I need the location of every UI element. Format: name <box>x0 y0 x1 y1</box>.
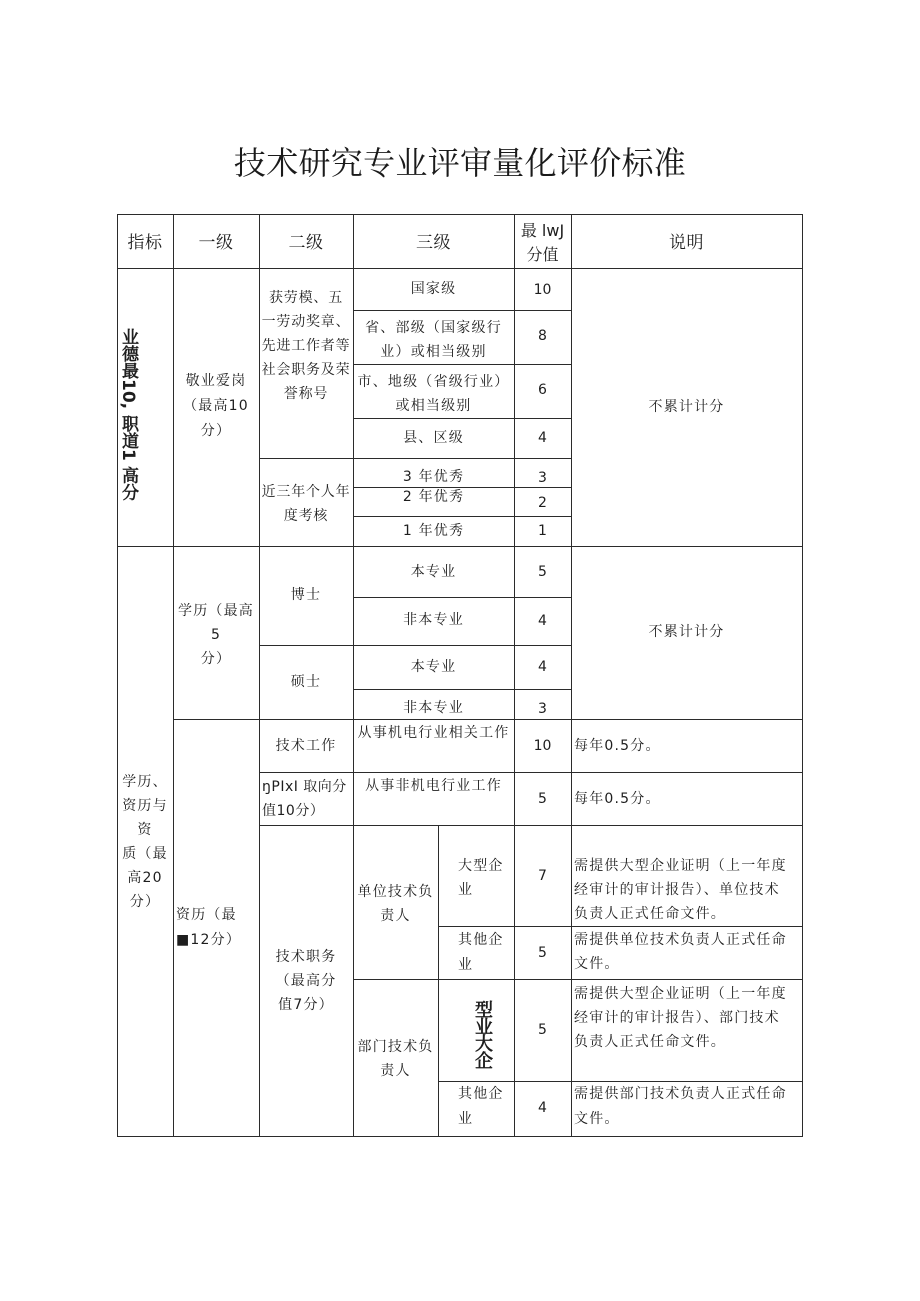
company-type: 型业大企 <box>472 1000 493 1068</box>
appraisal-level3: 1 年优秀 <box>402 523 465 539</box>
document-title: 技术研究专业评审量化评价标准 <box>233 144 687 182</box>
dept-head-label <box>353 1035 438 1083</box>
honors-level3-national <box>353 277 514 301</box>
table-rule-h <box>353 516 572 517</box>
ethics-level1 <box>173 369 259 444</box>
company-type-line: 大型企 <box>458 858 504 874</box>
dept-head-label-line: 部门技术负 <box>357 1039 434 1055</box>
level3-line: 市、地级（省级行业） <box>357 374 510 390</box>
header-max-score-line: 分值 <box>526 245 559 264</box>
level3-line: 业）或相当级别 <box>380 344 487 360</box>
seniority-level1-line: 资历（最 <box>176 907 237 923</box>
education-level3: 非本专业 <box>403 700 464 716</box>
honors-level2-line: 誉称号 <box>283 386 329 402</box>
table-rule-h <box>117 214 803 215</box>
qualification-indicator <box>117 770 173 914</box>
work-level3: 从事机电行业相关工作 <box>357 725 510 741</box>
honors-level2-line: 一劳动奖章、 <box>261 314 351 330</box>
header-level3: 三级 <box>416 233 451 253</box>
education-level3: 非本专业 <box>403 612 464 628</box>
work-other-level2-line: ŋPIxI 取向分 <box>262 779 347 795</box>
qualification-indicator-line: 学历、 <box>122 774 168 790</box>
level3-line: 省、部级（国家级行 <box>365 320 502 336</box>
requirement-note <box>571 854 802 926</box>
requirement-note <box>571 982 802 1054</box>
company-type-line: 业 <box>458 882 474 898</box>
requirement-note-line: 负责人正式任命文件。 <box>574 906 726 922</box>
company-type-line: 业 <box>458 1111 474 1127</box>
table-rule-h <box>117 1136 803 1137</box>
header-max-score <box>514 219 571 267</box>
table-rule-v <box>802 214 803 1137</box>
appraisal-level3: 3 年优秀 <box>402 469 465 485</box>
score-cell: 5 <box>538 945 547 961</box>
unit-head-label-line: 责人 <box>380 908 411 924</box>
table-rule-h <box>117 268 803 269</box>
table-rule-h <box>259 458 572 459</box>
education-level1-line: 分） <box>200 651 232 667</box>
position-level2-line: （最高分 <box>275 973 337 989</box>
score-cell: 3 <box>538 470 547 486</box>
table-rule-h <box>353 418 572 419</box>
work-other-level2 <box>259 775 353 823</box>
qualification-indicator-line: 质（最 <box>122 846 168 862</box>
score-cell: 4 <box>538 430 547 446</box>
score-cell: 10 <box>533 282 552 298</box>
table-rule-h <box>353 597 572 598</box>
dept-head-label-line: 责人 <box>380 1063 411 1079</box>
score-cell: 2 <box>538 495 547 511</box>
unit-head-label <box>353 880 438 928</box>
company-type-line: 业 <box>458 957 474 973</box>
education-level1-line: 学历（最高 <box>178 603 254 619</box>
table-rule-h <box>259 772 803 773</box>
qualification-indicator-line: 资历与 <box>122 798 168 814</box>
score-cell: 4 <box>538 1100 547 1116</box>
honors-level2-line: 获劳模、五 <box>269 290 343 306</box>
appraisal-level2 <box>259 480 353 528</box>
requirement-note-line: 文件。 <box>574 956 620 972</box>
table-rule-h <box>353 310 572 311</box>
table-rule-h <box>353 689 572 690</box>
education-level1-line: 5 <box>210 627 222 643</box>
score-cell: 6 <box>538 382 547 398</box>
level3-line: 国家级 <box>410 281 457 297</box>
requirement-note-line: 需提供部门技术负责人正式任命 <box>574 1086 787 1102</box>
header-level2: 二级 <box>288 233 324 253</box>
level3-line: 县、区级 <box>403 430 464 446</box>
work-other-note: 每年0.5分。 <box>574 791 661 807</box>
score-cell: 8 <box>538 328 547 344</box>
score-cell: 4 <box>538 659 547 675</box>
master-level2: 硕士 <box>290 674 322 690</box>
requirement-note-line: 需提供大型企业证明（上一年度 <box>574 986 787 1002</box>
table-rule-h <box>438 926 803 927</box>
honors-level3-district <box>353 426 514 450</box>
table-rule-h <box>117 546 803 547</box>
qualification-indicator-line: 资 <box>137 822 153 838</box>
requirement-note-line: 需提供大型企业证明（上一年度 <box>574 858 787 874</box>
score-cell: 5 <box>538 791 547 807</box>
honors-level2-line: 先进工作者等 <box>261 338 351 354</box>
requirement-note-line: 经审计的审计报告）、单位技术 <box>574 882 780 898</box>
company-type <box>438 928 514 978</box>
honors-level3-municipal <box>353 370 514 418</box>
unit-head-label-line: 单位技术负 <box>357 884 434 900</box>
ethics-level1-line: 分） <box>200 423 232 439</box>
doctor-level2: 博士 <box>290 587 322 603</box>
seniority-level1-line: ■12分） <box>176 932 242 948</box>
education-level3: 本专业 <box>410 659 457 675</box>
honors-level2-line: 社会职务及荣 <box>261 362 351 378</box>
level3-line: 或相当级别 <box>395 398 472 414</box>
education-level3: 本专业 <box>410 564 457 580</box>
company-type-line: 其他企 <box>458 1086 504 1102</box>
header-note: 说明 <box>669 233 704 253</box>
honors-level3-provincial <box>353 316 514 364</box>
work-other-level3: 从事非机电行业工作 <box>365 778 502 794</box>
table-rule-v <box>173 214 174 1137</box>
education-note: 不累计计分 <box>648 624 725 640</box>
position-level2-line: 值7分） <box>278 997 334 1013</box>
table-rule-h <box>259 825 803 826</box>
ethics-level1-line: （最高10 <box>183 398 249 414</box>
ethics-note: 不累计计分 <box>648 399 725 415</box>
company-type <box>438 854 514 902</box>
score-cell: 1 <box>538 523 547 539</box>
table-rule-h <box>259 645 572 646</box>
honors-level2 <box>259 286 353 406</box>
work-note: 每年0.5分。 <box>574 738 661 754</box>
header-max-score-line: 最 lwJ <box>520 221 565 240</box>
score-cell: 5 <box>538 1022 547 1038</box>
score-cell: 10 <box>533 738 552 754</box>
score-cell: 5 <box>538 564 547 580</box>
appraisal-level3: 2 年优秀 <box>402 489 465 505</box>
header-indicator: 指标 <box>127 233 163 253</box>
score-cell: 3 <box>538 701 547 717</box>
work-level2: 技术工作 <box>275 738 337 754</box>
requirement-note-line: 文件。 <box>574 1111 620 1127</box>
requirement-note <box>571 1082 802 1132</box>
seniority-level1 <box>173 903 259 953</box>
requirement-note <box>571 928 802 976</box>
requirement-note-line: 经审计的审计报告）、部门技术 <box>574 1010 780 1026</box>
qualification-indicator-line: 高20 <box>127 870 163 886</box>
appraisal-level2-line: 近三年个人年 <box>261 484 351 500</box>
position-level2-line: 技术职务 <box>275 949 337 965</box>
header-level1: 一级 <box>198 233 234 253</box>
table-rule-h <box>353 979 803 980</box>
requirement-note-line: 需提供单位技术负责人正式任命 <box>574 932 787 948</box>
ethics-indicator: 业德最10, 职道1 高分 <box>118 328 138 501</box>
requirement-note-line: 负责人正式任命文件。 <box>574 1034 726 1050</box>
position-level2 <box>259 945 353 1017</box>
company-type-line: 其他企 <box>458 932 504 948</box>
ethics-level1-line: 敬业爱岗 <box>185 373 247 389</box>
appraisal-level2-line: 度考核 <box>283 508 329 524</box>
education-level1 <box>173 599 259 671</box>
work-other-level2-line: 值10分） <box>262 803 325 819</box>
score-cell: 7 <box>538 868 547 884</box>
company-type <box>438 1082 514 1132</box>
table-rule-h <box>353 364 572 365</box>
score-cell: 4 <box>538 613 547 629</box>
qualification-indicator-line: 分） <box>129 894 161 910</box>
